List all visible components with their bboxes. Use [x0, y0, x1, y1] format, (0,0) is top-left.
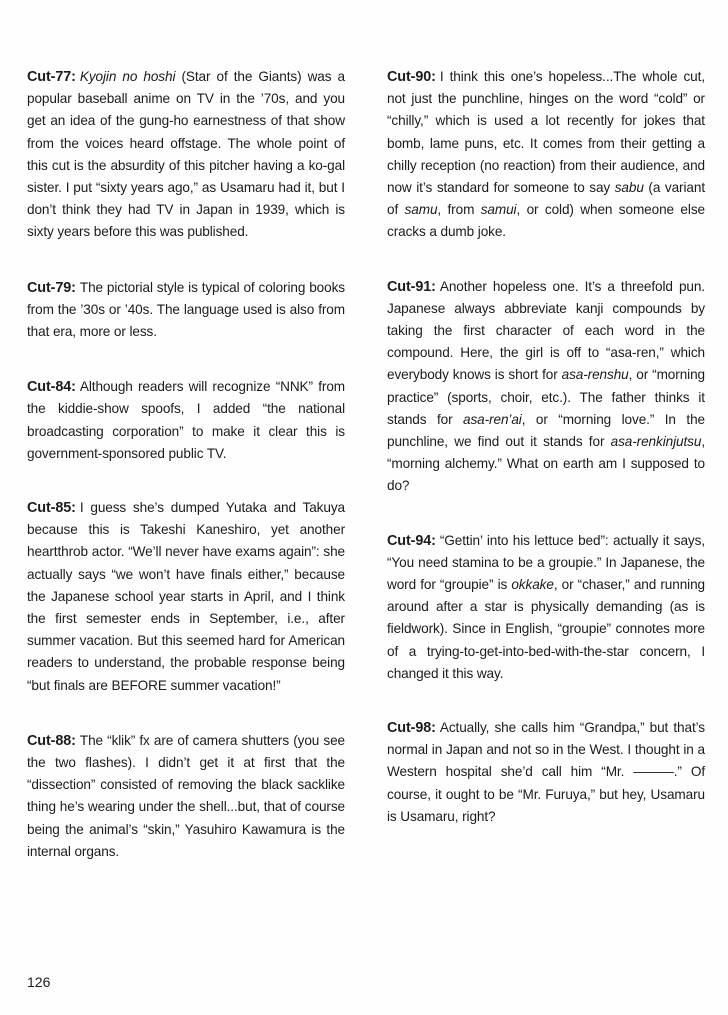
- cut-heading: Cut-94:: [387, 532, 436, 549]
- italic-term: asa-renkinjutsu: [610, 434, 702, 450]
- cut-note-90: [387, 66, 705, 244]
- cut-heading: Cut-98:: [387, 720, 436, 737]
- note-text: I guess she’s dumped Yutaka and Takuya because this is Takeshi Kaneshiro, yet another heartthrob actor. “We’ll never have exams again”: she actually says “we won’t have finals either,” because the Japanese school year starts in April, and I think the first semester ends in September, i.e., after summer vacation. But this seemed hard for American readers to understand, the probable response being “but finals are BEFORE summer vacation!”: [27, 500, 345, 693]
- note-text: , from: [437, 202, 481, 218]
- note-text: , or “morning love.” In the punchline, we find out it stands for: [387, 411, 705, 450]
- cut-note-84: [27, 376, 345, 465]
- left-column: [27, 66, 345, 863]
- italic-term: asa-ren’ai: [463, 411, 522, 427]
- cut-note-79: [27, 277, 345, 344]
- cut-heading: Cut-85:: [27, 500, 76, 517]
- note-text: Although readers will recognize “NNK” from the kiddie-show spoofs, I added “the national broadcasting corporation” to make it clear this is government-sponsored public TV.: [27, 379, 345, 461]
- cut-note-77: [27, 66, 345, 244]
- cut-note-91: [387, 276, 705, 498]
- italic-term: Kyojin no hoshi: [79, 69, 176, 84]
- page-number: 126: [27, 974, 51, 990]
- note-text: (Star of the Giants) was a popular baseball anime on TV in the ’70s, and you get an idea of the gung-ho earnestness of that show from the voices heard offstage. The whole point of this cut is the absurdity of this pitcher having a ko-gal sister. I put “sixty years ago,” as Usamaru had it, but I don’t think they had TV in Japan in 1939, which is sixty years before this was published.: [27, 69, 346, 240]
- cut-heading: Cut-88:: [27, 732, 76, 749]
- cut-heading: Cut-91:: [387, 278, 436, 295]
- italic-term: samui: [480, 202, 517, 218]
- italic-term: okkake: [511, 577, 554, 593]
- cut-heading: Cut-90:: [387, 69, 436, 85]
- italic-term: samu: [404, 202, 438, 218]
- cut-heading: Cut-84:: [27, 379, 76, 396]
- cut-note-88: [27, 730, 345, 863]
- italic-term: sabu: [614, 180, 644, 196]
- cut-note-94: [387, 530, 705, 685]
- note-text: The pictorial style is typical of coloring books from the ’30s or ’40s. The language used is also from that era, more or less.: [27, 279, 345, 340]
- italic-term: asa-renshu: [561, 367, 629, 383]
- note-text: , “morning alchemy.” What on earth am I supposed to do?: [387, 434, 705, 494]
- note-text: I think this one’s hopeless...The whole cut, not just the punchline, hinges on the word “cold” or “chilly,” which is used a lot recently for jokes that bomb, lame puns, etc. It comes from their getting a chilly reception (no reaction) from their audience, and now it’s standard for someone to say: [387, 69, 705, 196]
- note-text: The “klik” fx are of camera shutters (you see the two flashes). I didn’t get it at first that the “dissection” consisted of removing the black sacklike thing he’s wearing under the shell...but, that of course being the animal’s “skin,” Yasuhiro Kawamura is the internal organs.: [27, 732, 345, 859]
- cut-note-98: [387, 717, 705, 828]
- note-text: , or “chaser,” and running around after a star is physically demanding (as is fieldwork). Since in English, “groupie” connotes more of a trying-to-get-into-bed-with-the-star concern, I changed it this way.: [387, 577, 705, 681]
- cut-heading: Cut-79:: [27, 279, 76, 296]
- cut-note-85: [27, 497, 345, 697]
- note-text: “Gettin’ into his lettuce bed”: actually it says, “You need stamina to be a groupie.” In Japanese, the word for “groupie” is: [387, 532, 705, 593]
- note-text: (a variant of: [387, 180, 705, 218]
- note-text: Actually, she calls him “Grandpa,” but that’s normal in Japan and not so in the West. I thought in a Western hospital she’d call him “Mr. ———.” Of course, it ought to be “Mr. Furuya,” but hey, Usamaru is Usamaru, right?: [387, 720, 705, 824]
- note-text: Another hopeless one. It’s a threefold pun. Japanese always abbreviate kanji compounds by taking the first character of each word in the compound. Here, the girl is off to “asa-ren,” which everybody knows is short for: [387, 278, 705, 383]
- note-text: , or “morning practice” (sports, choir, etc.). The father thinks it stands for: [387, 367, 705, 427]
- right-column: [387, 66, 705, 828]
- note-text: , or cold) when someone else cracks a dumb joke.: [387, 202, 705, 240]
- cut-heading: Cut-77:: [27, 69, 76, 85]
